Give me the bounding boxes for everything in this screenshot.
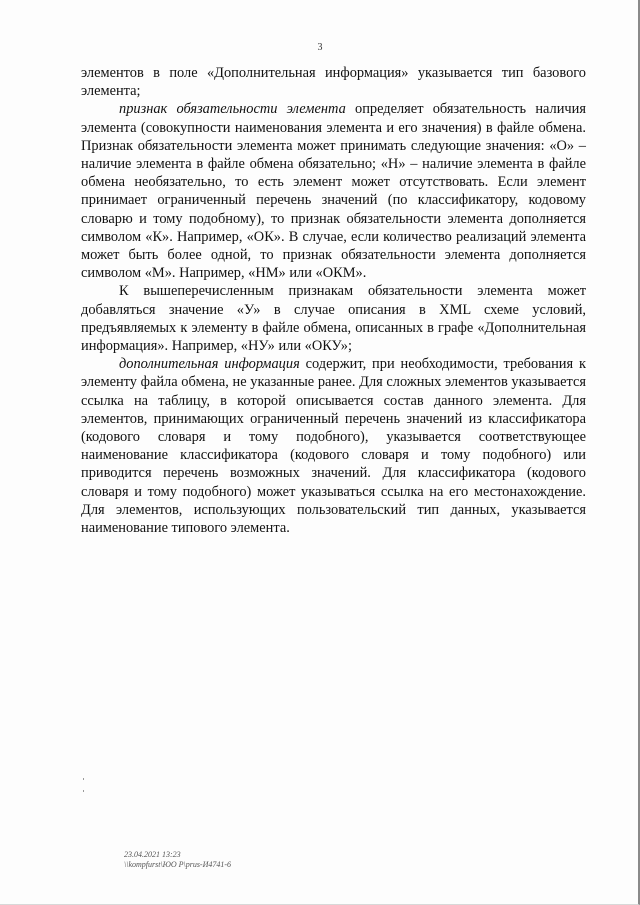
paragraph-additional-info [81,355,586,537]
scan-speck [83,790,84,792]
footer-file-path: \\kompfurst\ЮО Р\prus-И4741-6 [124,860,232,869]
scan-speck [83,778,84,780]
term-mandatory-flag: признак обязательности элемента [119,101,346,118]
paragraph-text: элементов в поле «Дополнительная информация» указывается тип базового элемента; [81,65,586,100]
paragraph-base-type [81,64,586,100]
document-footer [124,850,231,870]
document-body [81,64,586,537]
page-number: 3 [317,42,323,53]
paragraph-condition-flag [81,282,586,355]
term-additional-info: дополнительная информация [119,356,300,373]
paragraph-text: содержит, при необходимости, требования к элементу файла обмена, не указанные ранее. Для сложных элементов указывается ссылка на таблицу, в которой описывается состав данного элемента. Для элементов, принимающих ограниченный перечень значений из классификатора (кодового словаря и тому подобного), указывается соответствующее наименование классификатора (кодового словаря и тому подобного) или приводится перечень возможных значений. Для классификатора (кодового словаря и тому подобного) может указываться ссылка на его местонахождение. Для элементов, использующих пользовательский тип данных, указывается наименование типового элемента. [81,356,586,537]
paragraph-text: определяет обязательность наличия элемента (совокупности наименования элемента и его значения) в файле обмена. Признак обязательности элемента может принимать следующие значения: «О» – наличие элемента в файле обмена обязательно; «Н» – наличие элемента в файле обмена необязательно, то есть элемент может отсутствовать. Если элемент принимает ограниченный перечень значений (по классификатору, кодовому словарю и тому подобному), то признак обязательности элемента дополняется символом «К». Например, «ОК». В случае, если количество реализаций элемента может быть более одной, то признак обязательности элемента дополняется символом «М». Например, «НМ» или «ОКМ». [81,101,586,282]
footer-date: 23.04.2021 13:23 [124,850,181,859]
paragraph-text: К вышеперечисленным признакам обязательности элемента может добавляться значение «У» в случае описания в XML схеме условий, предъявляемых к элементу в файле обмена, описанных в графе «Дополнительная информация». Например, «НУ» или «ОКУ»; [81,283,586,355]
paragraph-mandatory-flag [81,100,586,282]
